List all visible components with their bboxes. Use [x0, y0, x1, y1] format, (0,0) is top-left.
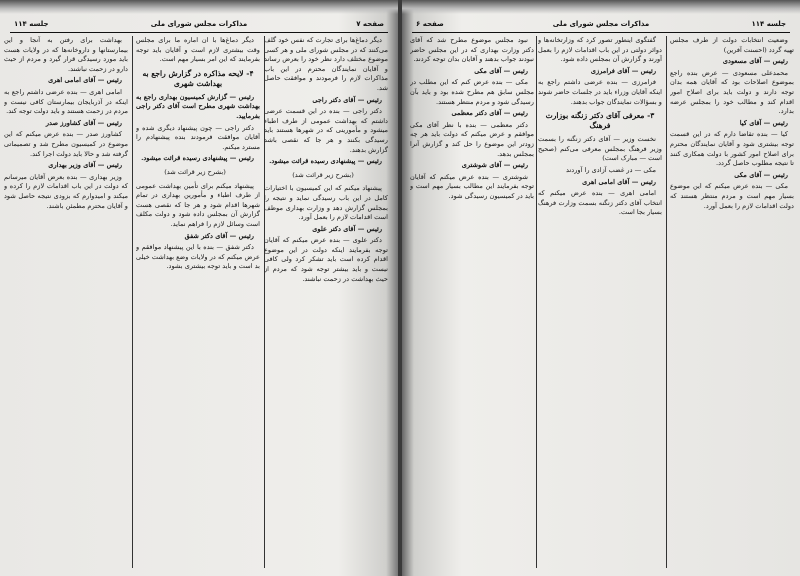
speaker-line: رئیس — آقای مسعودی: [722, 57, 788, 66]
speaker-line: رئیس — پیشنهادی رسیده قرائت میشود.: [141, 154, 254, 163]
note: (بشرح زیر قرائت شد): [292, 170, 354, 179]
paragraph: دکتر راجی — چون پیشنهاد دیگری شده و آقایان موافقت فرمودند بنده پیشنهادم را مسترد میکنم.: [136, 123, 260, 151]
section-heading: ۴- لایحه مذاکره در گزارش راجع به بهداشت شهری: [142, 68, 254, 88]
speaker-line: رئیس — آقای فرامرزی: [590, 66, 656, 75]
text-column-3: [4, 36, 128, 570]
column-divider: [264, 36, 265, 568]
right-page: [402, 0, 800, 576]
speaker-line: رئیس — آقای وزیر بهداری: [48, 161, 122, 170]
paragraph: پیشنهاد میکنم برای تأمین بهداشت عمومی از طرف اطباء و مأمورین بهداری در تمام شهرها اقدام شود و هر جا که نقصی هست گزارش آن بمجلس داده شود و دولت مکلف است وسائل لازم را فراهم نماید.: [136, 181, 260, 228]
page-number: صفحه ۶: [416, 20, 444, 28]
scan-shadow: [0, 0, 398, 14]
page-number: صفحه ۷: [356, 20, 384, 28]
paragraph: شوشتری — بنده عرض میکنم که آقایان توجه بفرمایند این مطالب بسیار مهم است و باید در کمیسیون رسیدگی شود.: [410, 172, 534, 200]
column-divider: [666, 36, 667, 568]
paragraph: بهداشت برای رفتن به آنجا و این بیمارستانها و داروخانه‌ها که در ولایات هست باید مورد رسیدگی قرار گیرد و مردم از حیث دارو در زحمت نباشند.: [4, 36, 128, 73]
speaker-line: رئیس — آقای کشاورز صدر: [45, 118, 122, 127]
paragraph: کشاورز صدر — بنده عرض میکنم که این موضوع در کمیسیون مطرح شد و تصمیماتی گرفته شد و حالا باید دولت اجرا کند.: [4, 130, 128, 158]
text-column-2: [538, 36, 662, 570]
text-column-1: [670, 36, 794, 570]
paragraph: وزیر بهداری — بنده بعرض آقایان میرسانم که دولت در این باب اقدامات لازم را کرده و میکند و امیدوارم که بزودی نتیجه حاصل شود و آقایان محترم مطمئن باشند.: [4, 172, 128, 210]
paragraph: وضعیت انتخابات دولت از طرف مجلس تهیه گردد (احسنت آفرین): [670, 36, 794, 54]
speaker-line: رئیس — آقای امامی اهری: [582, 177, 656, 186]
paragraph: نخست وزیر — آقای دکتر زنگنه را بسمت وزیر فرهنگ بمجلس معرفی می‌کنم (صحیح است — مبارک است): [538, 135, 662, 163]
paragraph: امامی اهری — بنده عرضی داشتم راجع به اینکه در آذربایجان بیمارستان کافی نیست و مردم در زحمت هستند و باید دولت توجه کند.: [4, 87, 128, 116]
paragraph: مکی — بنده عرض میکنم که این موضوع بسیار مهم است و مردم منتظر هستند که دولت اقدامات لازم را بعمل آورد.: [670, 182, 794, 210]
paragraph: دکتر راجی — بنده در این قسمت عرضی داشتم که بهداشت عمومی از طرف اطباء میشود و مأمورینی که در شهرها هستند باید رسیدگی بکنند و هر جا که نقصی باشد گزارش بدهند.: [264, 107, 388, 154]
speaker-line: رئیس — پیشنهادی رسیده قرائت میشود.: [269, 157, 382, 166]
speaker-line: رئیس — آقای دکتر شفق: [184, 231, 254, 240]
paragraph: کیا — بنده تقاضا دارم که در این قسمت توجه بیشتری شود و آقایان نمایندگان محترم برای اصلاح امور کشور با دولت همکاری کنند تا نتیجه مطلوب حاصل گردد.: [670, 130, 794, 168]
session-number: جلسه ۱۱۴: [14, 20, 49, 28]
speaker-line: رئیس — آقای امامی اهری: [48, 76, 122, 85]
page-header: [412, 20, 790, 33]
paragraph: دیگر دماغ‌ها برای تجارت که نفس خود گلف می‌کنند که در مجلس شورای ملی و هر کسی موضوع مختلف دارد نظر خود را بعرض رساند و آقایان نمایندگان محترم در این باب مذاکرات لازم را فرمودند و موافقت حاصل شد.: [264, 36, 388, 92]
publication-title: مذاکرات مجلس شورای ملی: [552, 20, 650, 28]
paragraph: پیشنهاد میکنم که این کمیسیون با اختیارات کامل در این باب رسیدگی نماید و نتیجه را بمجلس گزارش دهد و وزارت بهداری موظف است اقدامات لازم را بعمل آورد.: [264, 184, 388, 222]
speaker-line: رئیس — آقای شوشتری: [461, 161, 528, 170]
scan-shadow: [402, 0, 800, 14]
text-column-1: [264, 36, 388, 570]
paragraph: نبود مجلس موضوع مطرح شد که آقای دکتر وزارت بهداری که در این مجلس حاضر نبودند جواب بدهند و آقایان بدان توجه کردند.: [410, 36, 534, 64]
session-number: جلسه ۱۱۴: [751, 20, 786, 28]
section-heading: ۳- معرفی آقای دکتر زنگنه بوزارت فرهنگ: [545, 111, 655, 131]
paragraph: دکتر شفق — بنده با این پیشنهاد موافقم و عرض میکنم که در ولایات وضع بهداشت خیلی بد است و باید توجه بیشتری بشود.: [136, 243, 260, 271]
column-divider: [132, 36, 133, 568]
paragraph: مکی — بنده عرض کنم که این مطلب در مجلس سابق هم مطرح شده بود و باید بآن رسیدگی شود و مردم منتظر هستند.: [410, 78, 534, 106]
publication-title: مذاکرات مجلس شورای ملی: [150, 20, 248, 28]
paragraph: فرامرزی — بنده عرضی داشتم راجع به اینکه آقایان وزراء باید در جلسات حاضر شوند و بسؤالات نمایندگان جواب بدهند.: [538, 78, 662, 106]
paragraph: دیگر دماغ‌ها با ان اماره ما برای مجلس وقت بیشتری لازم است و آقایان باید توجه بفرمایند که این امر بسیار مهم است.: [136, 36, 260, 64]
paragraph: گفتگوی اینطور تصور کرد که وزارتخانه‌ها و دوائر دولتی در این باب اقدامات لازم را بعمل آورند و گزارش آن بمجلس داده شود.: [538, 36, 662, 64]
paragraph: دکتر علوی — بنده عرض میکنم که آقایان توجه بفرمایند اینکه دولت در این موضوع اقدام کرده است باید تشکر کرد ولی کافی نیست و باید بیشتر توجه شود که مردم از حیث بهداشت در زحمت نباشند.: [264, 236, 388, 283]
paragraph: مکی — در غضب آزادی را آوردند: [566, 165, 656, 174]
text-column-2: [136, 36, 260, 570]
page-header: [10, 20, 388, 33]
column-divider: [536, 36, 537, 568]
text-column-3: [410, 36, 534, 570]
speaker-line: رئیس — آقای مکی: [474, 66, 528, 75]
left-page: [0, 0, 398, 576]
speaker-line: رئیس — آقای دکتر معظمی: [451, 109, 528, 118]
speaker-line: رئیس — گزارش کمیسیون بهداری راجع به بهداشت شهری مطرح است آقای دکتر راجی بفرمایید.: [136, 92, 260, 120]
speaker-line: رئیس — آقای مکی: [734, 170, 788, 179]
note: (بشرح زیر قرائت شد): [164, 167, 226, 176]
paragraph: دکتر معظمی — بنده با نظر آقای مکی موافقم و عرض میکنم که دولت باید هر چه زودتر این موضوع را حل کند و گزارش آنرا بمجلس بدهد.: [410, 120, 534, 158]
speaker-line: رئیس — آقای دکتر علوی: [312, 224, 382, 233]
speaker-line: رئیس — آقای کیا: [739, 118, 788, 127]
paragraph: امامی اهری — بنده عرض میکنم که انتخاب آقای دکتر زنگنه بسمت وزارت فرهنگ بسیار بجا است.: [538, 189, 662, 217]
paragraph: محمدعلی مسعودی — عرض بنده راجع بموضوع اصلاحات بود که آقایان همه بدان توجه دارند و دولت باید برای اصلاح امور اقدام کند و مطالب خود را بمجلس عرضه بدارد.: [670, 68, 794, 116]
speaker-line: رئیس — آقای دکتر راجی: [312, 95, 382, 104]
